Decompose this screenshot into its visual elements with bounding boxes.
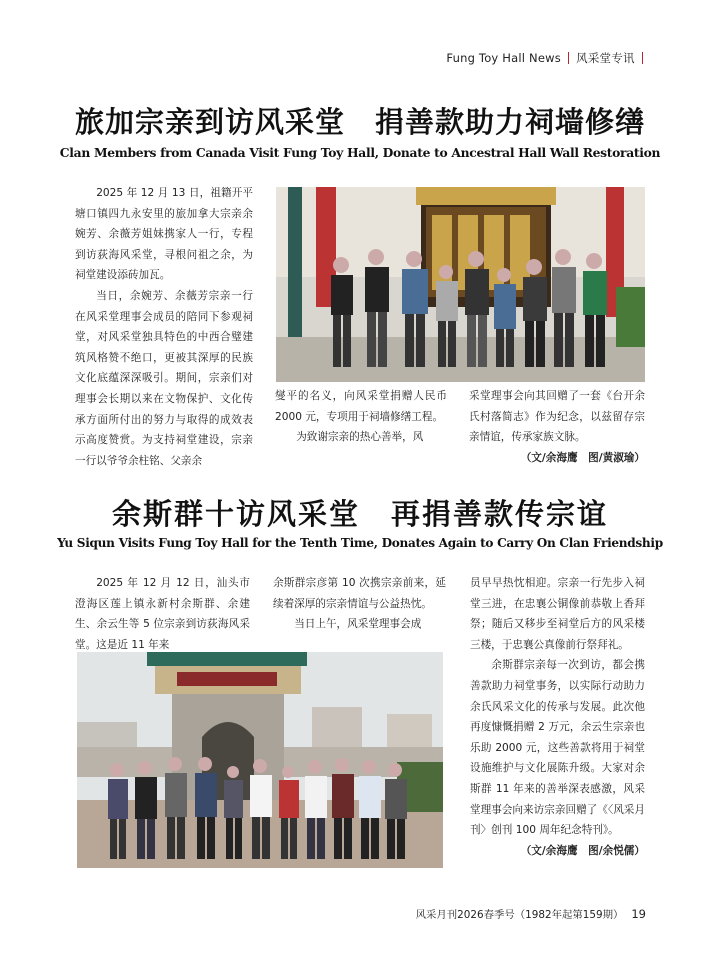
article1-subtitle: Clan Members from Canada Visit Fung Toy Hall, Donate to Ancestral Hall Wall Restoration (59, 145, 661, 160)
article1-column-3 (469, 386, 645, 468)
page-footer (416, 906, 646, 921)
header-divider (568, 52, 570, 64)
article2-title: 余斯群十访风采堂 再捐善款传宗谊 (111, 497, 608, 531)
group-photo-hall-gate (276, 187, 645, 382)
article2-column-1 (75, 573, 250, 655)
article1-paragraph: 燮平的名义，向风采堂捐赠人民币 2000 元，专项用于祠墙修缮工程。 (275, 390, 447, 423)
article1-paragraph: 为致谢宗亲的热心善举，风 (296, 431, 424, 444)
article2-subtitle: Yu Siqun Visits Fung Toy Hall for the Tenth Time, Donates Again to Carry On Clan Friendship (57, 536, 663, 550)
article1-credit: （文/余海鹰 图/黄淑瑜） (520, 451, 645, 464)
article1-paragraph: 当日，余婉芳、余薇芳宗亲一行在风采堂理事会成员的陪同下参观祠堂，对风采堂独具特色的中西合璧建筑风格赞不绝口，更被其深厚的民族文化底蕴深深吸引。期间，宗亲们对理事会长期以来在文物保护、文化传承方面所付出的努力与取得的成效表示高度赞赏。为支持祠堂建设，宗亲一行以爷爷余柱铭、父亲余 (75, 289, 253, 467)
footer-issue: 风采月刊2026春季号（1982年起第159期） (415, 909, 624, 921)
page-number: 19 (631, 907, 646, 921)
article1-title: 旅加宗亲到访风采堂 捐善款助力祠墙修缮 (74, 105, 645, 139)
header-en: Fung Toy Hall News (446, 51, 561, 65)
article1-paragraph: 采堂理事会向其回赠了一套《台开余氏村落简志》作为纪念，以兹留存宗亲情谊，传承家族文脉。 (469, 390, 645, 444)
article1-column-2 (275, 386, 447, 448)
article1-column-1 (75, 183, 253, 471)
article2-paragraph: 余斯群宗彦第 10 次携宗亲前来，延续着深厚的宗亲情谊与公益热忱。 (273, 577, 446, 610)
group-photo-hall-rooftop (77, 652, 443, 868)
article1-photo (276, 187, 645, 382)
article2-paragraph: 当日上午，风采堂理事会成 (294, 618, 422, 631)
header-zh: 风采堂专讯 (576, 51, 635, 65)
article2-photo (77, 652, 443, 868)
article2-column-3 (470, 573, 645, 861)
running-header (446, 50, 646, 66)
article2-paragraph: 2025 年 12 月 12 日，汕头市澄海区莲上镇永新村余斯群、余建生、余云生等 5 位宗亲到访荻海风采堂。这是近 11 年来 (75, 577, 250, 651)
article2-column-2 (273, 573, 446, 635)
article2-paragraph: 员早早热忱相迎。宗亲一行先步入祠堂三进，在忠襄公铜像前恭敬上香拜祭；随后又移步至祠堂后方的风采楼三楼，于忠襄公真像前行祭拜礼。 (470, 577, 645, 651)
article1-paragraph: 2025 年 12 月 13 日，祖籍开平塘口镇四九永安里的旅加拿大宗亲余婉芳、余薇芳姐妹携家人一行，专程到访荻海风采堂，寻根问祖之余，为祠堂建设添砖加瓦。 (75, 187, 253, 282)
header-divider-end (642, 52, 644, 64)
article2-credit: （文/余海鹰 图/余悦儒） (520, 844, 645, 857)
article2-paragraph: 余斯群宗亲每一次到访，都会携善款助力祠堂事务，以实际行动助力余氏风采文化的传承与发展。此次他再度慷慨捐赠 2 万元，余云生宗亲也乐助 2000 元，这些善款将用于祠堂设施维护与文化展陈升级。大家对余斯群 11 年来的善举深表感激，风采堂理事会向来访宗亲回赠了《〈风采月刊〉创刊 100 周年纪念特刊》。 (470, 659, 645, 837)
